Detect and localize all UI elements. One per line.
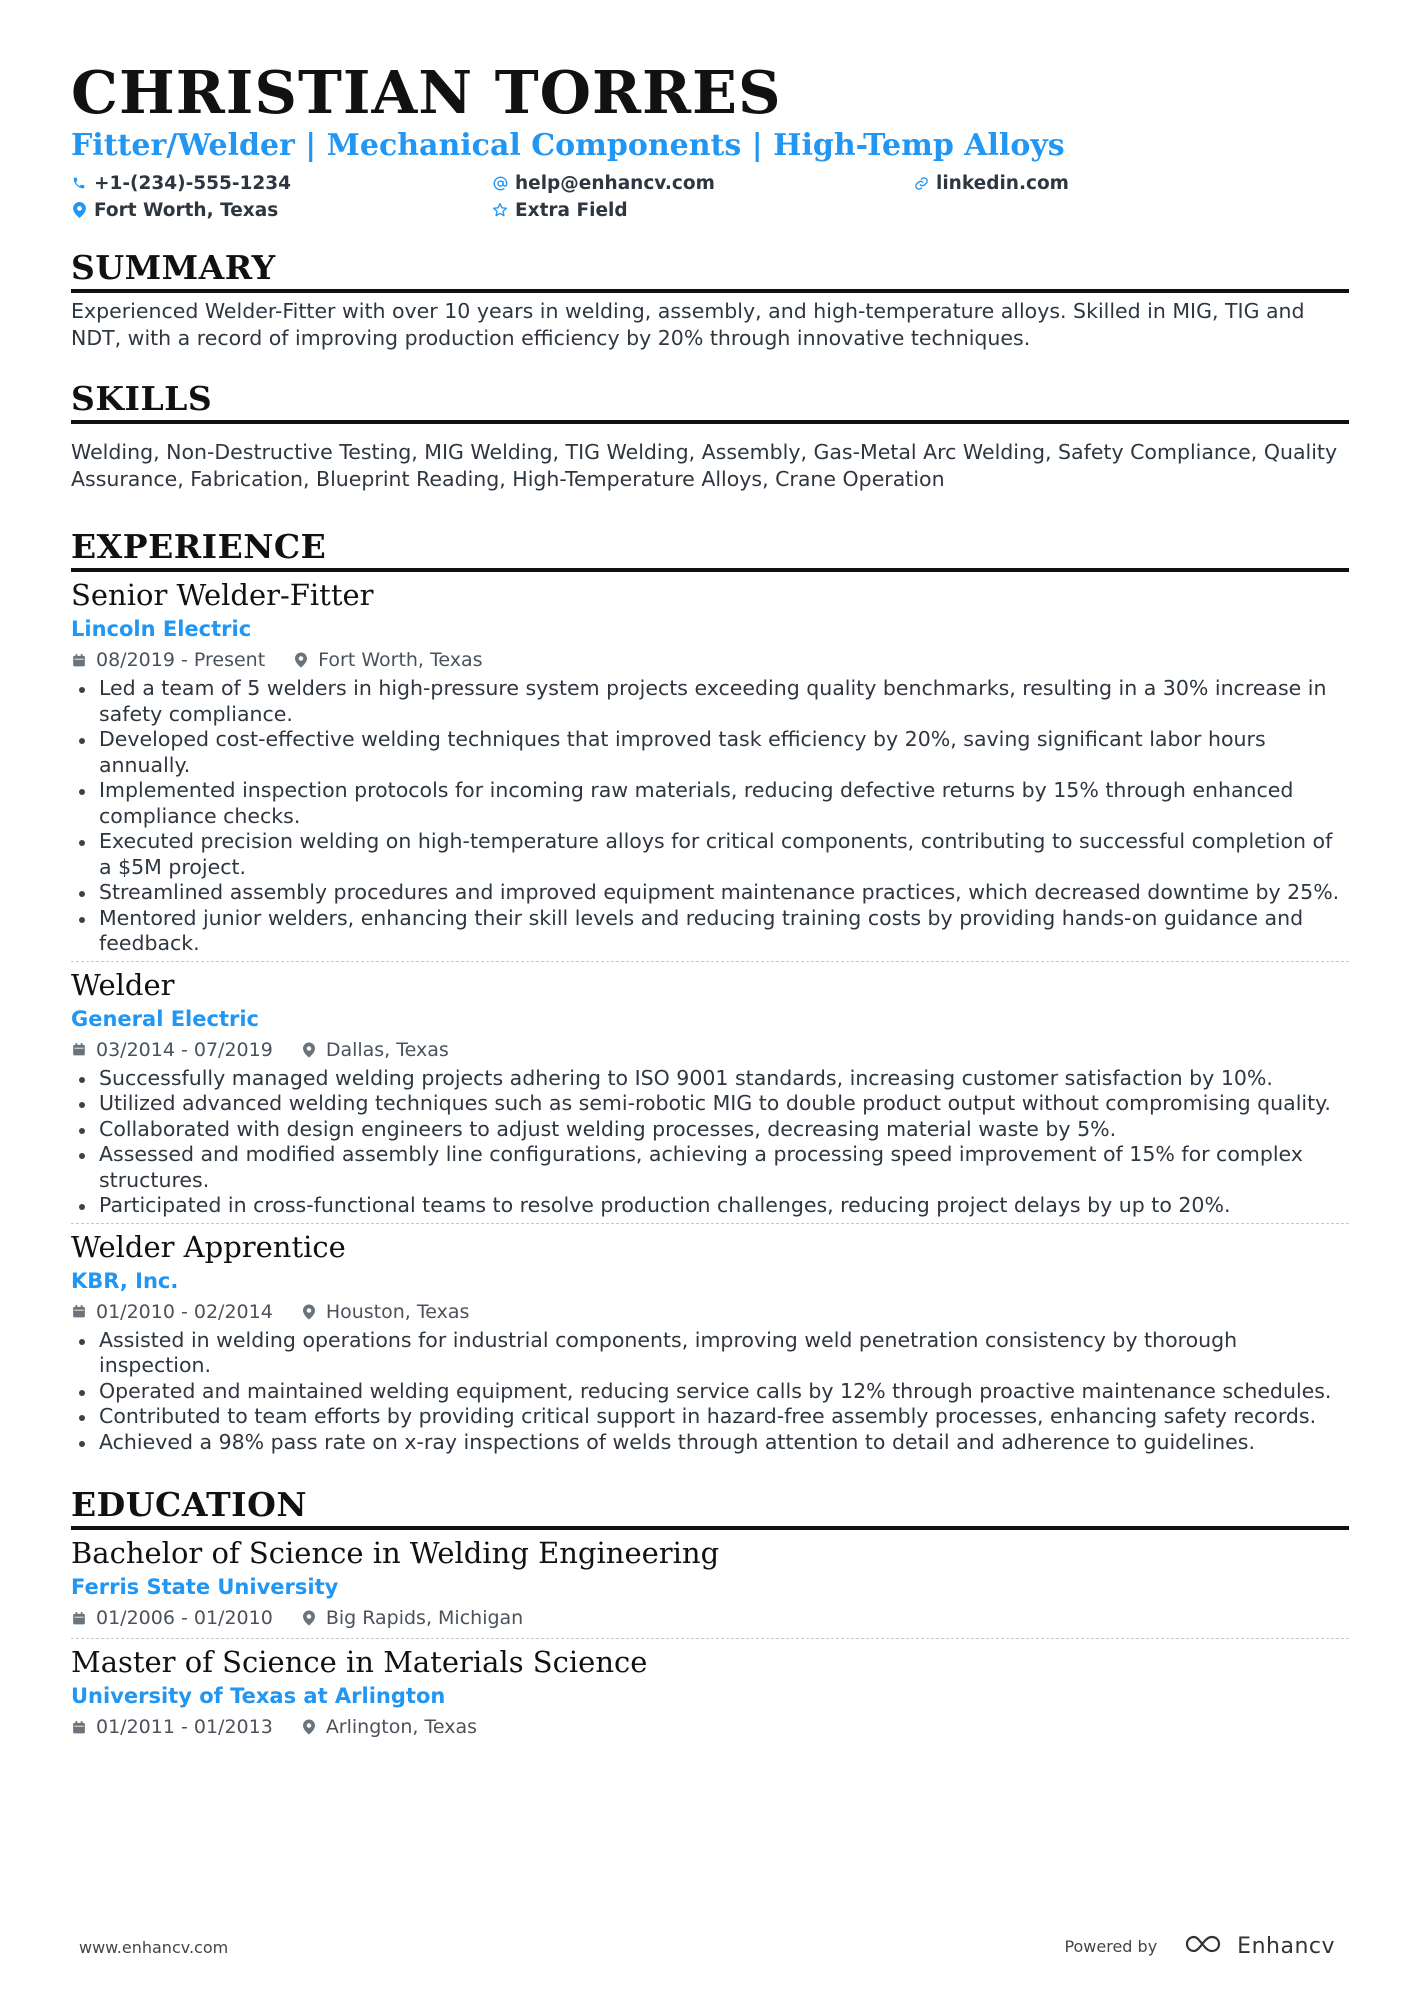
job-location-wrap bbox=[301, 1298, 470, 1326]
calendar-icon bbox=[71, 652, 87, 668]
contact-linkedin[interactable] bbox=[913, 170, 1069, 196]
skills-section bbox=[71, 379, 1349, 493]
location-text: Fort Worth, Texas bbox=[94, 199, 279, 221]
bullet-item: Participated in cross-functional teams to resolve production challenges, reducing project delays by up to 20%. bbox=[71, 1193, 1349, 1219]
education-meta bbox=[71, 1602, 1349, 1634]
education-location-wrap bbox=[301, 1604, 523, 1632]
link-icon bbox=[913, 175, 929, 191]
phone-text: +1-(234)-555-1234 bbox=[94, 172, 292, 194]
bullet-item: Assessed and modified assembly line configurations, achieving a processing speed improvement of 15% for complex structures. bbox=[71, 1142, 1349, 1193]
education-heading: EDUCATION bbox=[71, 1485, 1349, 1530]
company-name: KBR, Inc. bbox=[71, 1268, 179, 1293]
calendar-icon bbox=[71, 1042, 87, 1058]
bullet-item: Operated and maintained welding equipment, reducing service calls by 12% through proactive maintenance schedules. bbox=[71, 1379, 1349, 1405]
bullet-item: Contributed to team efforts by providing critical support in hazard-free assembly processes, enhancing safety records. bbox=[71, 1404, 1349, 1430]
map-pin-icon bbox=[71, 202, 87, 218]
footer-website[interactable]: www.enhancv.com bbox=[79, 1938, 229, 1957]
job-title: Welder Apprentice bbox=[71, 1229, 346, 1264]
job-location: Fort Worth, Texas bbox=[318, 649, 483, 671]
bullet-item: Implemented inspection protocols for incoming raw materials, reducing defective returns by 15% through enhanced compliance checks. bbox=[71, 778, 1349, 829]
company-name: General Electric bbox=[71, 1006, 259, 1031]
at-icon bbox=[492, 175, 508, 191]
education-entry bbox=[71, 1638, 1349, 1747]
map-pin-icon bbox=[301, 1719, 317, 1735]
star-icon bbox=[492, 202, 508, 218]
company-name: Lincoln Electric bbox=[71, 617, 252, 641]
education-dates: 01/2011 - 01/2013 bbox=[96, 1716, 273, 1738]
bullet-item: Developed cost-effective welding techniques that improved task efficiency by 20%, saving significant labor hours annually. bbox=[71, 727, 1349, 778]
skills-heading: SKILLS bbox=[71, 379, 1349, 424]
experience-heading: EXPERIENCE bbox=[71, 527, 1349, 572]
experience-entry bbox=[71, 961, 1349, 1223]
degree-title: Bachelor of Science in Welding Engineering bbox=[71, 1536, 720, 1570]
bullet-item: Collaborated with design engineers to adjust welding processes, decreasing material waste by 5%. bbox=[71, 1117, 1349, 1143]
job-title: Senior Welder-Fitter bbox=[71, 578, 374, 612]
summary-heading: SUMMARY bbox=[71, 248, 1349, 293]
education-location-wrap bbox=[301, 1713, 477, 1741]
degree-title: Master of Science in Materials Science bbox=[71, 1645, 648, 1679]
skills-text: Welding, Non-Destructive Testing, MIG Welding, TIG Welding, Assembly, Gas-Metal Arc Welding, Safety Compliance, Quality Assurance, Fabrication, Blueprint Reading, High-Temperature Alloys, Crane Operation bbox=[71, 440, 1338, 491]
job-location-wrap bbox=[301, 1036, 449, 1064]
job-bullets bbox=[71, 1328, 1349, 1456]
summary-section bbox=[71, 248, 1349, 352]
enhancv-logo-icon bbox=[1183, 1932, 1229, 1960]
experience-section bbox=[71, 527, 1349, 1459]
candidate-name: CHRISTIAN TORRES bbox=[71, 58, 782, 127]
contact-email[interactable] bbox=[492, 170, 715, 196]
bullet-item: Achieved a 98% pass rate on x-ray inspections of welds through attention to detail and adherence to guidelines. bbox=[71, 1430, 1349, 1456]
education-section bbox=[71, 1485, 1349, 1747]
job-dates: 03/2014 - 07/2019 bbox=[96, 1038, 273, 1061]
education-dates: 01/2006 - 01/2010 bbox=[96, 1607, 273, 1629]
education-location: Arlington, Texas bbox=[325, 1716, 477, 1738]
resume-page bbox=[71, 58, 1349, 1747]
education-meta bbox=[71, 1711, 1349, 1743]
calendar-icon bbox=[71, 1304, 87, 1320]
bullet-item: Successfully managed welding projects adhering to ISO 9001 standards, increasing customer satisfaction by 10%. bbox=[71, 1066, 1349, 1092]
bullet-item: Led a team of 5 welders in high-pressure system projects exceeding quality benchmarks, resulting in a 30% increase in safety compliance. bbox=[71, 676, 1349, 727]
education-location: Big Rapids, Michigan bbox=[325, 1607, 524, 1629]
job-dates: 08/2019 - Present bbox=[96, 649, 266, 671]
contact-phone[interactable] bbox=[71, 170, 291, 196]
email-text: help@enhancv.com bbox=[515, 172, 715, 194]
job-title: Welder bbox=[71, 967, 175, 1002]
school-name: Ferris State University bbox=[71, 1575, 339, 1599]
extra-text: Extra Field bbox=[515, 199, 628, 221]
summary-text: Experienced Welder-Fitter with over 10 years in welding, assembly, and high-temperature alloys. Skilled in MIG, TIG and NDT, with a record of improving production efficiency by 20% through innovative techniques. bbox=[71, 299, 1305, 350]
bullet-item: Executed precision welding on high-temperature alloys for critical components, contributing to successful completion of a $5M project. bbox=[71, 829, 1349, 880]
powered-by[interactable] bbox=[1064, 1932, 1335, 1960]
job-meta bbox=[71, 644, 1349, 676]
school-name: University of Texas at Arlington bbox=[71, 1684, 446, 1708]
job-location: Dallas, Texas bbox=[325, 1038, 449, 1061]
phone-icon bbox=[71, 175, 87, 191]
bullet-item: Streamlined assembly procedures and improved equipment maintenance practices, which decreased downtime by 25%. bbox=[71, 880, 1349, 906]
contact-info bbox=[71, 170, 1349, 226]
linkedin-text: linkedin.com bbox=[936, 172, 1069, 194]
candidate-headline: Fitter/Welder | Mechanical Components | High-Temp Alloys bbox=[71, 128, 1065, 163]
page-footer bbox=[79, 1932, 1335, 1962]
experience-entry bbox=[71, 576, 1349, 961]
map-pin-icon bbox=[301, 1610, 317, 1626]
contact-extra bbox=[492, 197, 628, 223]
map-pin-icon bbox=[301, 1304, 317, 1320]
bullet-item: Mentored junior welders, enhancing their skill levels and reducing training costs by providing hands-on guidance and feedback. bbox=[71, 906, 1349, 957]
powered-by-label: Powered by bbox=[1064, 1936, 1158, 1956]
job-dates: 01/2010 - 02/2014 bbox=[96, 1300, 273, 1323]
job-meta bbox=[71, 1034, 1349, 1066]
enhancv-brand: Enhancv bbox=[1237, 1933, 1335, 1959]
calendar-icon bbox=[71, 1719, 87, 1735]
job-location-wrap bbox=[293, 646, 482, 674]
bullet-item: Utilized advanced welding techniques such as semi-robotic MIG to double product output without compromising quality. bbox=[71, 1091, 1349, 1117]
map-pin-icon bbox=[293, 652, 309, 668]
map-pin-icon bbox=[301, 1042, 317, 1058]
bullet-item: Assisted in welding operations for industrial components, improving weld penetration consistency by thorough inspection. bbox=[71, 1328, 1349, 1379]
job-meta bbox=[71, 1296, 1349, 1328]
education-entry bbox=[71, 1534, 1349, 1638]
job-location: Houston, Texas bbox=[325, 1300, 470, 1323]
job-bullets bbox=[71, 1066, 1349, 1219]
experience-entry bbox=[71, 1223, 1349, 1460]
job-bullets bbox=[71, 676, 1349, 957]
contact-location bbox=[71, 197, 278, 223]
calendar-icon bbox=[71, 1610, 87, 1626]
